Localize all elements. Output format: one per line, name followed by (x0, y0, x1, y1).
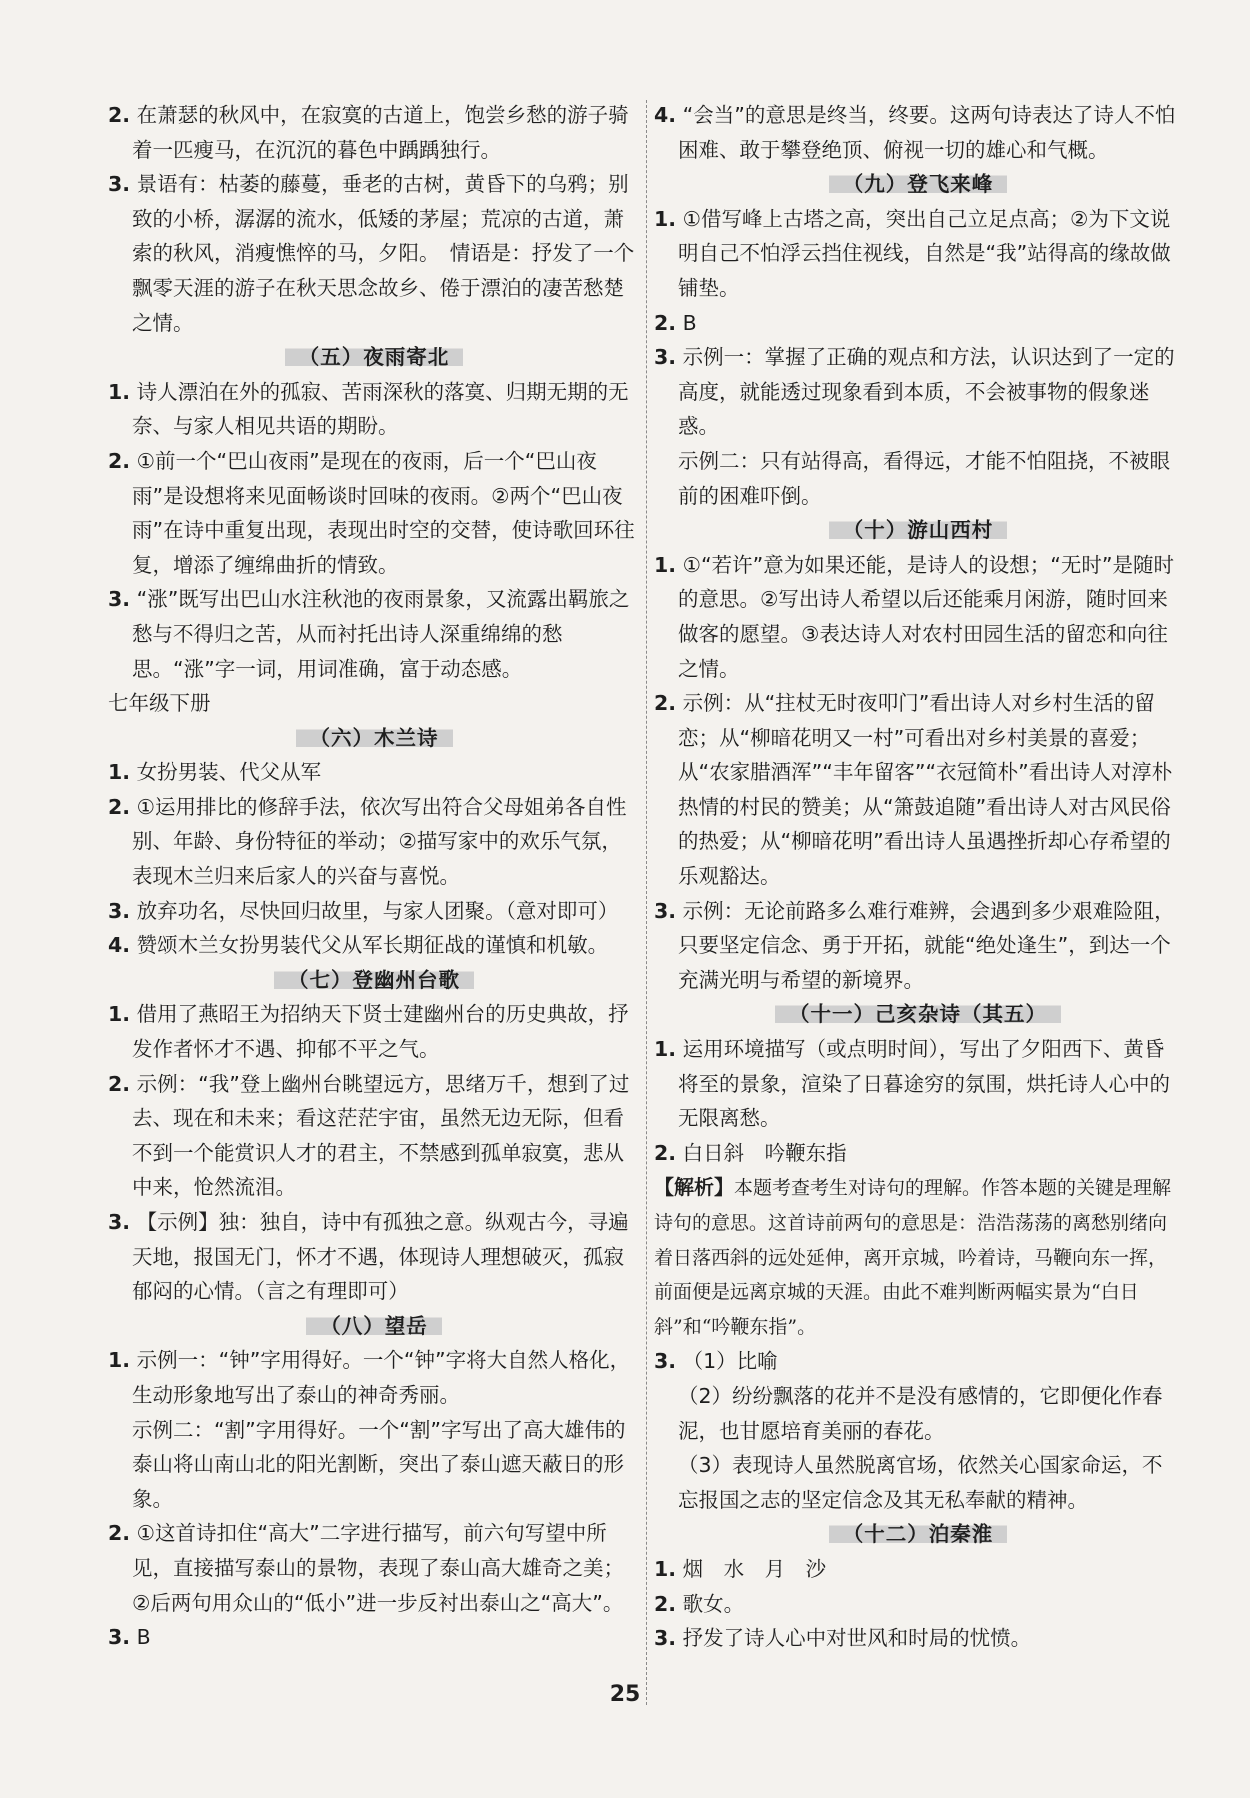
answer-text: ①“若许”意为如果还能，是诗人的设想；“无时”是随时的意思。②写出诗人希望以后还能乘月闲游，随时回来做客的愿望。③表达诗人对农村田园生活的留恋和向往之情。 (678, 552, 1174, 681)
section-title (108, 721, 640, 756)
answer-text: （1）比喻 (682, 1349, 778, 1374)
answer-text: “会当”的意思是终当，终要。这两句诗表达了诗人不怕困难、敢于攀登绝顶、俯视一切的雄心和气概。 (678, 103, 1176, 162)
section-title-text: （十）游山西村 (829, 518, 1008, 542)
section-title (654, 1517, 1182, 1552)
answer-item (108, 997, 640, 1066)
answer-number: 3. (108, 172, 131, 197)
answer-continuation: （3）表现诗人虽然脱离官场，依然关心国家命运，不忘报国之志的坚定信念及其无私奉献的精神。 (678, 1453, 1163, 1512)
answer-item (108, 98, 640, 167)
answer-number: 3. (654, 1626, 677, 1651)
answer-text: ①运用排比的修辞手法，依次写出符合父母姐弟各自性别、年龄、身份特征的举动；②描写家中的欢乐气氛，表现木兰归来后家人的兴奋与喜悦。 (132, 794, 627, 889)
answer-item (108, 1343, 640, 1412)
answer-number: 2. (654, 1591, 677, 1616)
section-title (654, 513, 1182, 548)
answer-text: B (682, 310, 697, 335)
analysis-text: 本题考查考生对诗句的理解。作答本题的关键是理解诗句的意思。这首诗前两句的意思是：浩浩荡荡的离愁别绪向着日落西斜的远处延伸，离开京城，吟着诗，马鞭向东一挥，前面便是远离京城的天涯。由此不难判断两幅实景为“白日斜”和“吟鞭东指”。 (654, 1177, 1172, 1338)
answer-text: 诗人漂泊在外的孤寂、苦雨深秋的落寞、归期无期的无奈、与家人相见共语的期盼。 (132, 379, 629, 439)
answer-text: 景语有：枯萎的藤蔓，垂老的古树，黄昏下的乌鸦；别致的小桥，潺潺的流水，低矮的茅屋；荒凉的古道，萧索的秋风，消瘦憔悴的马，夕阳。 情语是：抒发了一个飘零天涯的游子在秋天思念故乡、倦于漂泊的凄苦愁楚之情。 (132, 172, 635, 335)
answer-item (654, 340, 1182, 444)
answer-item (654, 894, 1182, 998)
answer-number: 3. (108, 587, 131, 612)
answer-number: 4. (654, 103, 677, 127)
answer-item (108, 582, 640, 686)
answer-item (108, 755, 640, 790)
answer-number: 3. (108, 1210, 131, 1234)
answer-text: 烟 水 月 沙 (682, 1556, 827, 1581)
section-title-text: （十一）己亥杂诗（其五） (775, 1002, 1061, 1026)
answer-number: 1. (654, 206, 677, 231)
answer-item (108, 894, 640, 929)
section-title-text: （六）木兰诗 (296, 726, 453, 750)
answer-text: ①借写峰上古塔之高，突出自己立足点高；②为下文说明自己不怕浮云挡住视线，自然是“我”站得高的缘故做铺垫。 (678, 206, 1171, 300)
answer-number: 1. (654, 1556, 677, 1581)
answer-number: 1. (654, 552, 677, 577)
answer-item (654, 1136, 1182, 1171)
answer-number: 1. (108, 1348, 131, 1373)
analysis-tag: 【解析】 (654, 1175, 734, 1200)
left-column (108, 98, 640, 1655)
answer-text: 白日斜 吟鞭东指 (682, 1140, 847, 1165)
answer-number: 4. (108, 933, 131, 958)
answer-number: 2. (108, 448, 131, 473)
grade-heading: 七年级下册 (108, 691, 211, 716)
answer-number: 1. (654, 1037, 677, 1062)
section-title (654, 167, 1182, 202)
section-title-text: （五）夜雨寄北 (285, 345, 464, 369)
answer-item (108, 928, 640, 963)
answer-item (108, 167, 640, 340)
answer-number: 2. (654, 310, 677, 335)
column-divider (646, 100, 647, 1705)
answer-number: 3. (654, 345, 677, 370)
answer-text: 放弃功名，尽快回归故里，与家人团聚。（意对即可） (136, 898, 619, 923)
answer-text: 示例一：掌握了正确的观点和方法，认识达到了一定的高度，就能透过现象看到本质，不会被事物的假象迷惑。 (678, 345, 1175, 439)
answer-continuation: 示例二：只有站得高，看得远，才能不怕阻挠，不被眼前的困难吓倒。 (678, 448, 1170, 508)
page-number: 25 (609, 1682, 641, 1707)
section-title (108, 340, 640, 375)
answer-text: ①这首诗扣住“高大”二字进行描写，前六句写望中所见，直接描写泰山的景物，表现了泰山高大雄奇之美；②后两句用众山的“低小”进一步反衬出泰山之“高大”。 (132, 1521, 624, 1615)
section-title (654, 997, 1182, 1032)
answer-text: 歌女。 (682, 1591, 745, 1616)
answer-number: 2. (108, 1071, 131, 1096)
answer-item (108, 790, 640, 894)
answer-item (654, 1552, 1182, 1587)
answer-continuation: 示例二：“割”字用得好。一个“割”字写出了高大雄伟的泰山将山南山北的阳光割断，突出了泰山遮天蔽日的形象。 (132, 1417, 626, 1511)
answer-item (108, 444, 640, 582)
answer-number: 3. (108, 898, 131, 923)
section-title (108, 1309, 640, 1344)
answer-text: 示例一：“钟”字用得好。一个“钟”字将大自然人格化，生动形象地写出了泰山的神奇秀丽。 (132, 1348, 631, 1407)
answer-number: 1. (108, 760, 131, 785)
answer-number: 1. (108, 1002, 131, 1027)
section-title-text: （七）登幽州台歌 (274, 968, 474, 992)
answer-item (654, 1587, 1182, 1622)
answer-text: “涨”既写出巴山水注秋池的夜雨景象，又流露出羁旅之愁与不得归之苦，从而衬托出诗人深重绵绵的愁思。“涨”字一词，用词准确，富于动态感。 (132, 587, 630, 681)
answer-continuation: （2）纷纷飘落的花并不是没有感情的，它即便化作春泥，也甘愿培育美丽的春花。 (678, 1383, 1163, 1443)
answer-number: 1. (108, 379, 131, 404)
answer-text: 示例：从“拄杖无时夜叩门”看出诗人对乡村生活的留恋；从“柳暗花明又一村”可看出对乡村美景的喜爱；从“农家腊酒浑”“丰年留客”“衣冠简朴”看出诗人对淳朴热情的村民的赞美；从“箫鼓追随”看出诗人对古风民俗的热爱；从“柳暗花明”看出诗人虽遇挫折却心存希望的乐观豁达。 (678, 691, 1173, 889)
answer-number: 3. (654, 1349, 677, 1374)
answer-text: 借用了燕昭王为招纳天下贤士建幽州台的历史典故，抒发作者怀才不遇、抑郁不平之气。 (132, 1002, 629, 1062)
answer-number: 2. (108, 1521, 131, 1546)
answer-item (108, 1205, 640, 1309)
answer-item (654, 98, 1182, 167)
answer-number: 2. (654, 1140, 677, 1165)
answer-item (108, 1516, 640, 1620)
answer-text: 【示例】独：独自，诗中有孤独之意。纵观古今，寻遍天地，报国无门，怀才不遇，体现诗人理想破灭，孤寂郁闷的心情。（言之有理即可） (132, 1210, 629, 1304)
answer-item (654, 1032, 1182, 1136)
answer-text: B (136, 1625, 151, 1650)
answer-item (108, 1067, 640, 1205)
answer-text: ①前一个“巴山夜雨”是现在的夜雨，后一个“巴山夜雨”是设想将来见面畅谈时回味的夜雨。②两个“巴山夜雨”在诗中重复出现，表现出时空的交替，使诗歌回环往复，增添了缠绵曲折的情致。 (132, 448, 635, 577)
answer-text: 女扮男装、代父从军 (136, 760, 322, 785)
answer-text: 示例：“我”登上幽州台眺望远方，思绪万千，想到了过去、现在和未来；看这茫茫宇宙，虽然无边无际，但看不到一个能赏识人才的君主，不禁感到孤单寂寞，悲从中来，怆然流泪。 (132, 1071, 630, 1200)
section-title-text: （八）望岳 (306, 1314, 442, 1338)
answer-item (108, 1620, 640, 1655)
answer-text: 运用环境描写（或点明时间），写出了夕阳西下、黄昏将至的景象，渲染了日暮途穷的氛围，烘托诗人心中的无限离愁。 (678, 1037, 1170, 1131)
answer-number: 3. (108, 1625, 131, 1650)
answer-item (654, 202, 1182, 306)
section-title (108, 963, 640, 998)
answer-text: 示例：无论前路多么难行难辨，会遇到多少艰难险阻，只要坚定信念、勇于开拓，就能“绝处逢生”，到达一个充满光明与希望的新境界。 (678, 898, 1175, 992)
section-title-text: （十二）泊秦淮 (829, 1522, 1008, 1546)
analysis-block (654, 1170, 1182, 1344)
answer-item (654, 686, 1182, 894)
answer-number: 3. (654, 898, 677, 923)
right-column (654, 98, 1182, 1656)
answer-text: 赞颂木兰女扮男装代父从军长期征战的谨慎和机敏。 (136, 933, 609, 958)
answer-item (654, 306, 1182, 341)
answer-item (654, 548, 1182, 686)
answer-item (654, 1621, 1182, 1656)
section-title-text: （九）登飞来峰 (829, 172, 1008, 196)
answer-number: 2. (108, 794, 131, 819)
answer-number: 2. (654, 691, 677, 716)
answer-number: 2. (108, 103, 131, 127)
answer-text: 抒发了诗人心中对世风和时局的忧愤。 (682, 1626, 1032, 1651)
answer-item (108, 375, 640, 444)
answer-item (654, 1344, 1182, 1379)
answer-text: 在萧瑟的秋风中，在寂寞的古道上，饱尝乡愁的游子骑着一匹瘦马，在沉沉的暮色中踽踽独行。 (132, 103, 629, 162)
